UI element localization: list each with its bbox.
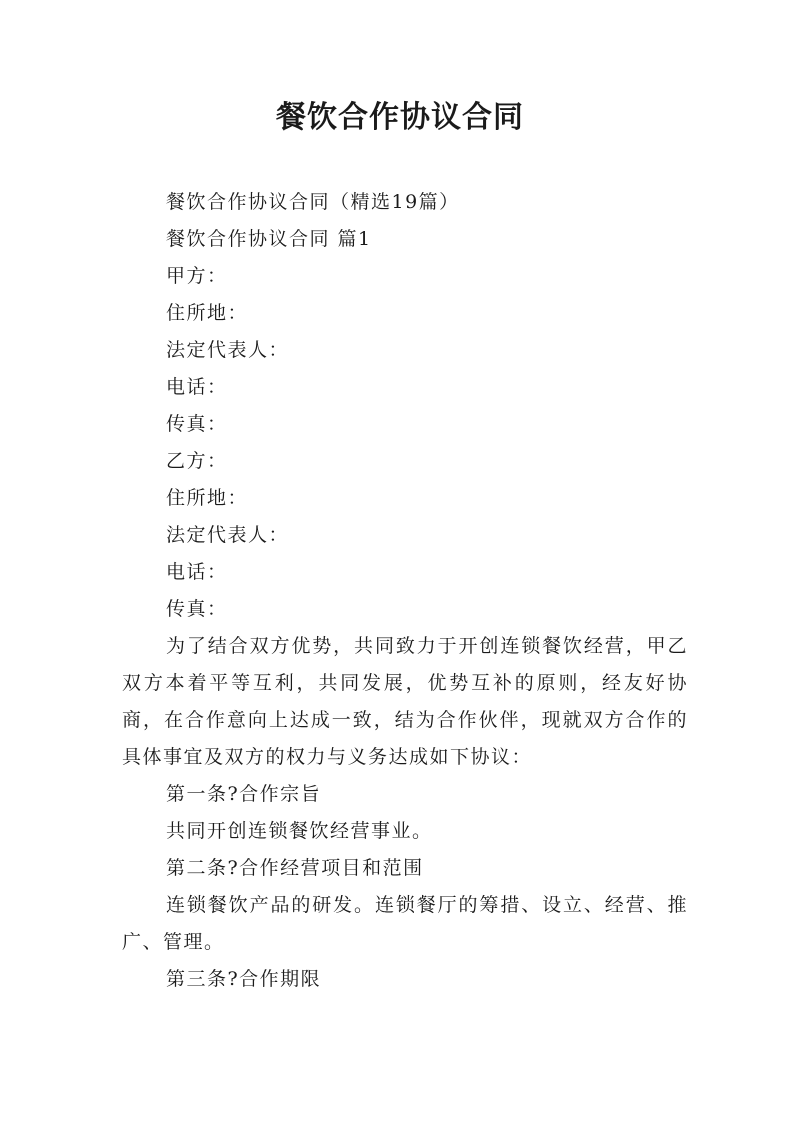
article-3-heading: 第三条?合作期限 — [166, 968, 322, 990]
party-b-phone: 电话： — [166, 561, 228, 583]
paragraph-section-heading: 餐饮合作协议合同 篇1 — [166, 228, 372, 250]
article-2-text: 连锁餐饮产品的研发。连锁餐厅的筹措、设立、经营、推广、管理。 — [122, 894, 688, 953]
document-body — [122, 184, 688, 998]
party-a-representative: 法定代表人： — [166, 339, 290, 361]
preamble-paragraph: 为了结合双方优势，共同致力于开创连锁餐饮经营，甲乙双方本着平等互利，共同发展，优势互补的原则，经友好协商，在合作意向上达成一致，结为合作伙伴，现就双方合作的具体事宜及双方的权力与义务达成如下协议： — [122, 635, 688, 768]
article-2-heading: 第二条?合作经营项目和范围 — [166, 857, 424, 879]
party-b-representative: 法定代表人： — [166, 524, 290, 546]
party-b-address: 住所地： — [166, 487, 249, 509]
party-a-phone: 电话： — [166, 376, 228, 398]
party-a-address: 住所地： — [166, 302, 249, 324]
party-b-fax: 传真： — [166, 598, 228, 620]
article-1-heading: 第一条?合作宗旨 — [166, 783, 322, 805]
party-a-label: 甲方： — [166, 265, 228, 287]
article-1-text: 共同开创连锁餐饮经营事业。 — [166, 820, 433, 842]
party-b-label: 乙方： — [166, 450, 228, 472]
document-title: 餐饮合作协议合同 — [276, 100, 524, 135]
paragraph-subtitle: 餐饮合作协议合同（精选19篇） — [166, 191, 460, 213]
party-a-fax: 传真： — [166, 413, 228, 435]
